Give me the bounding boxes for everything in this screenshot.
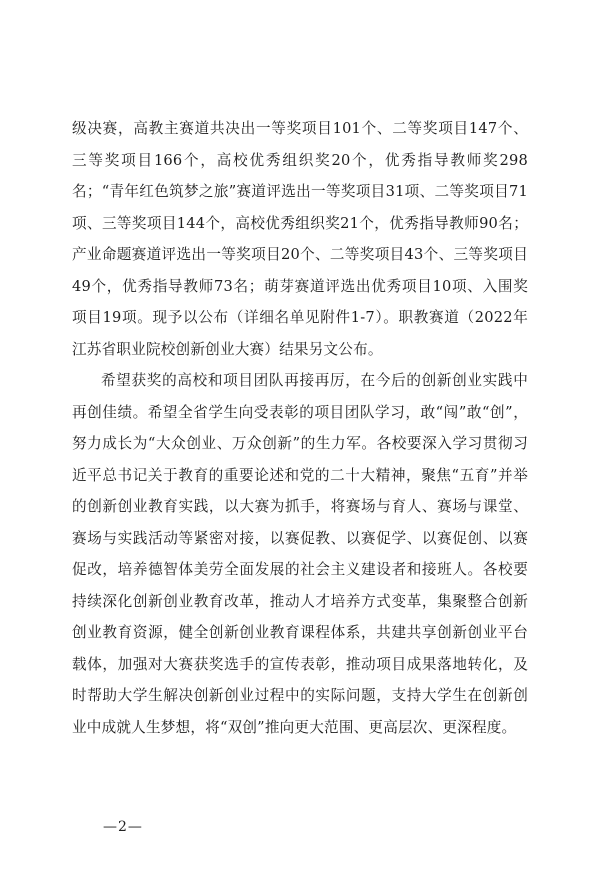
paragraph-expectations: 希望获奖的高校和项目团队再接再厉，在今后的创新创业实践中再创佳绩。希望全省学生向受表彰的项目团队学习，敢“闯”敢“创”，努力成长为“大众创业、万众创新”的生力军。各校要深入学习贯彻习近平总书记关于教育的重要论述和党的二十大精神，聚焦“五育”并举的创新创业教育实践，以大赛为抓手，将赛场与育人、赛场与课堂、赛场与实践活动等紧密对接，以赛促教、以赛促学、以赛促创、以赛促改，培养德智体美劳全面发展的社会主义建设者和接班人。各校要持续深化创新创业教育改革，推动人才培养方式变革，集聚整合创新创业教育资源，健全创新创业教育课程体系，共建共享创新创业平台载体，加强对大赛获奖选手的宣传表彰，推动项目成果落地转化，及时帮助大学生解决创新创业过程中的实际问题，支持大学生在创新创业中成就人生梦想，将“双创”推向更大范围、更高层次、更深程度。 xyxy=(72,372,528,736)
document-body xyxy=(72,113,528,743)
paragraph-award-results: 级决赛，高教主赛道共决出一等奖项目101个、二等奖项目147个、三等奖项目166个，高校优秀组织奖20个，优秀指导教师奖298名；“青年红色筑梦之旅”赛道评选出一等奖项目31项、二等奖项目71项、三等奖项目144个，高校优秀组织奖21个，优秀指导教师90名；产业命题赛道评选出一等奖项目20个、二等奖项目43个、三等奖项目49个，优秀指导教师73名；萌芽赛道评选出优秀项目10项、入围奖项目19项。现予以公布（详细名单见附件1-7）。职教赛道（2022年江苏省职业院校创新创业大赛）结果另文公布。 xyxy=(72,120,528,358)
page-number: —2— xyxy=(103,819,143,835)
